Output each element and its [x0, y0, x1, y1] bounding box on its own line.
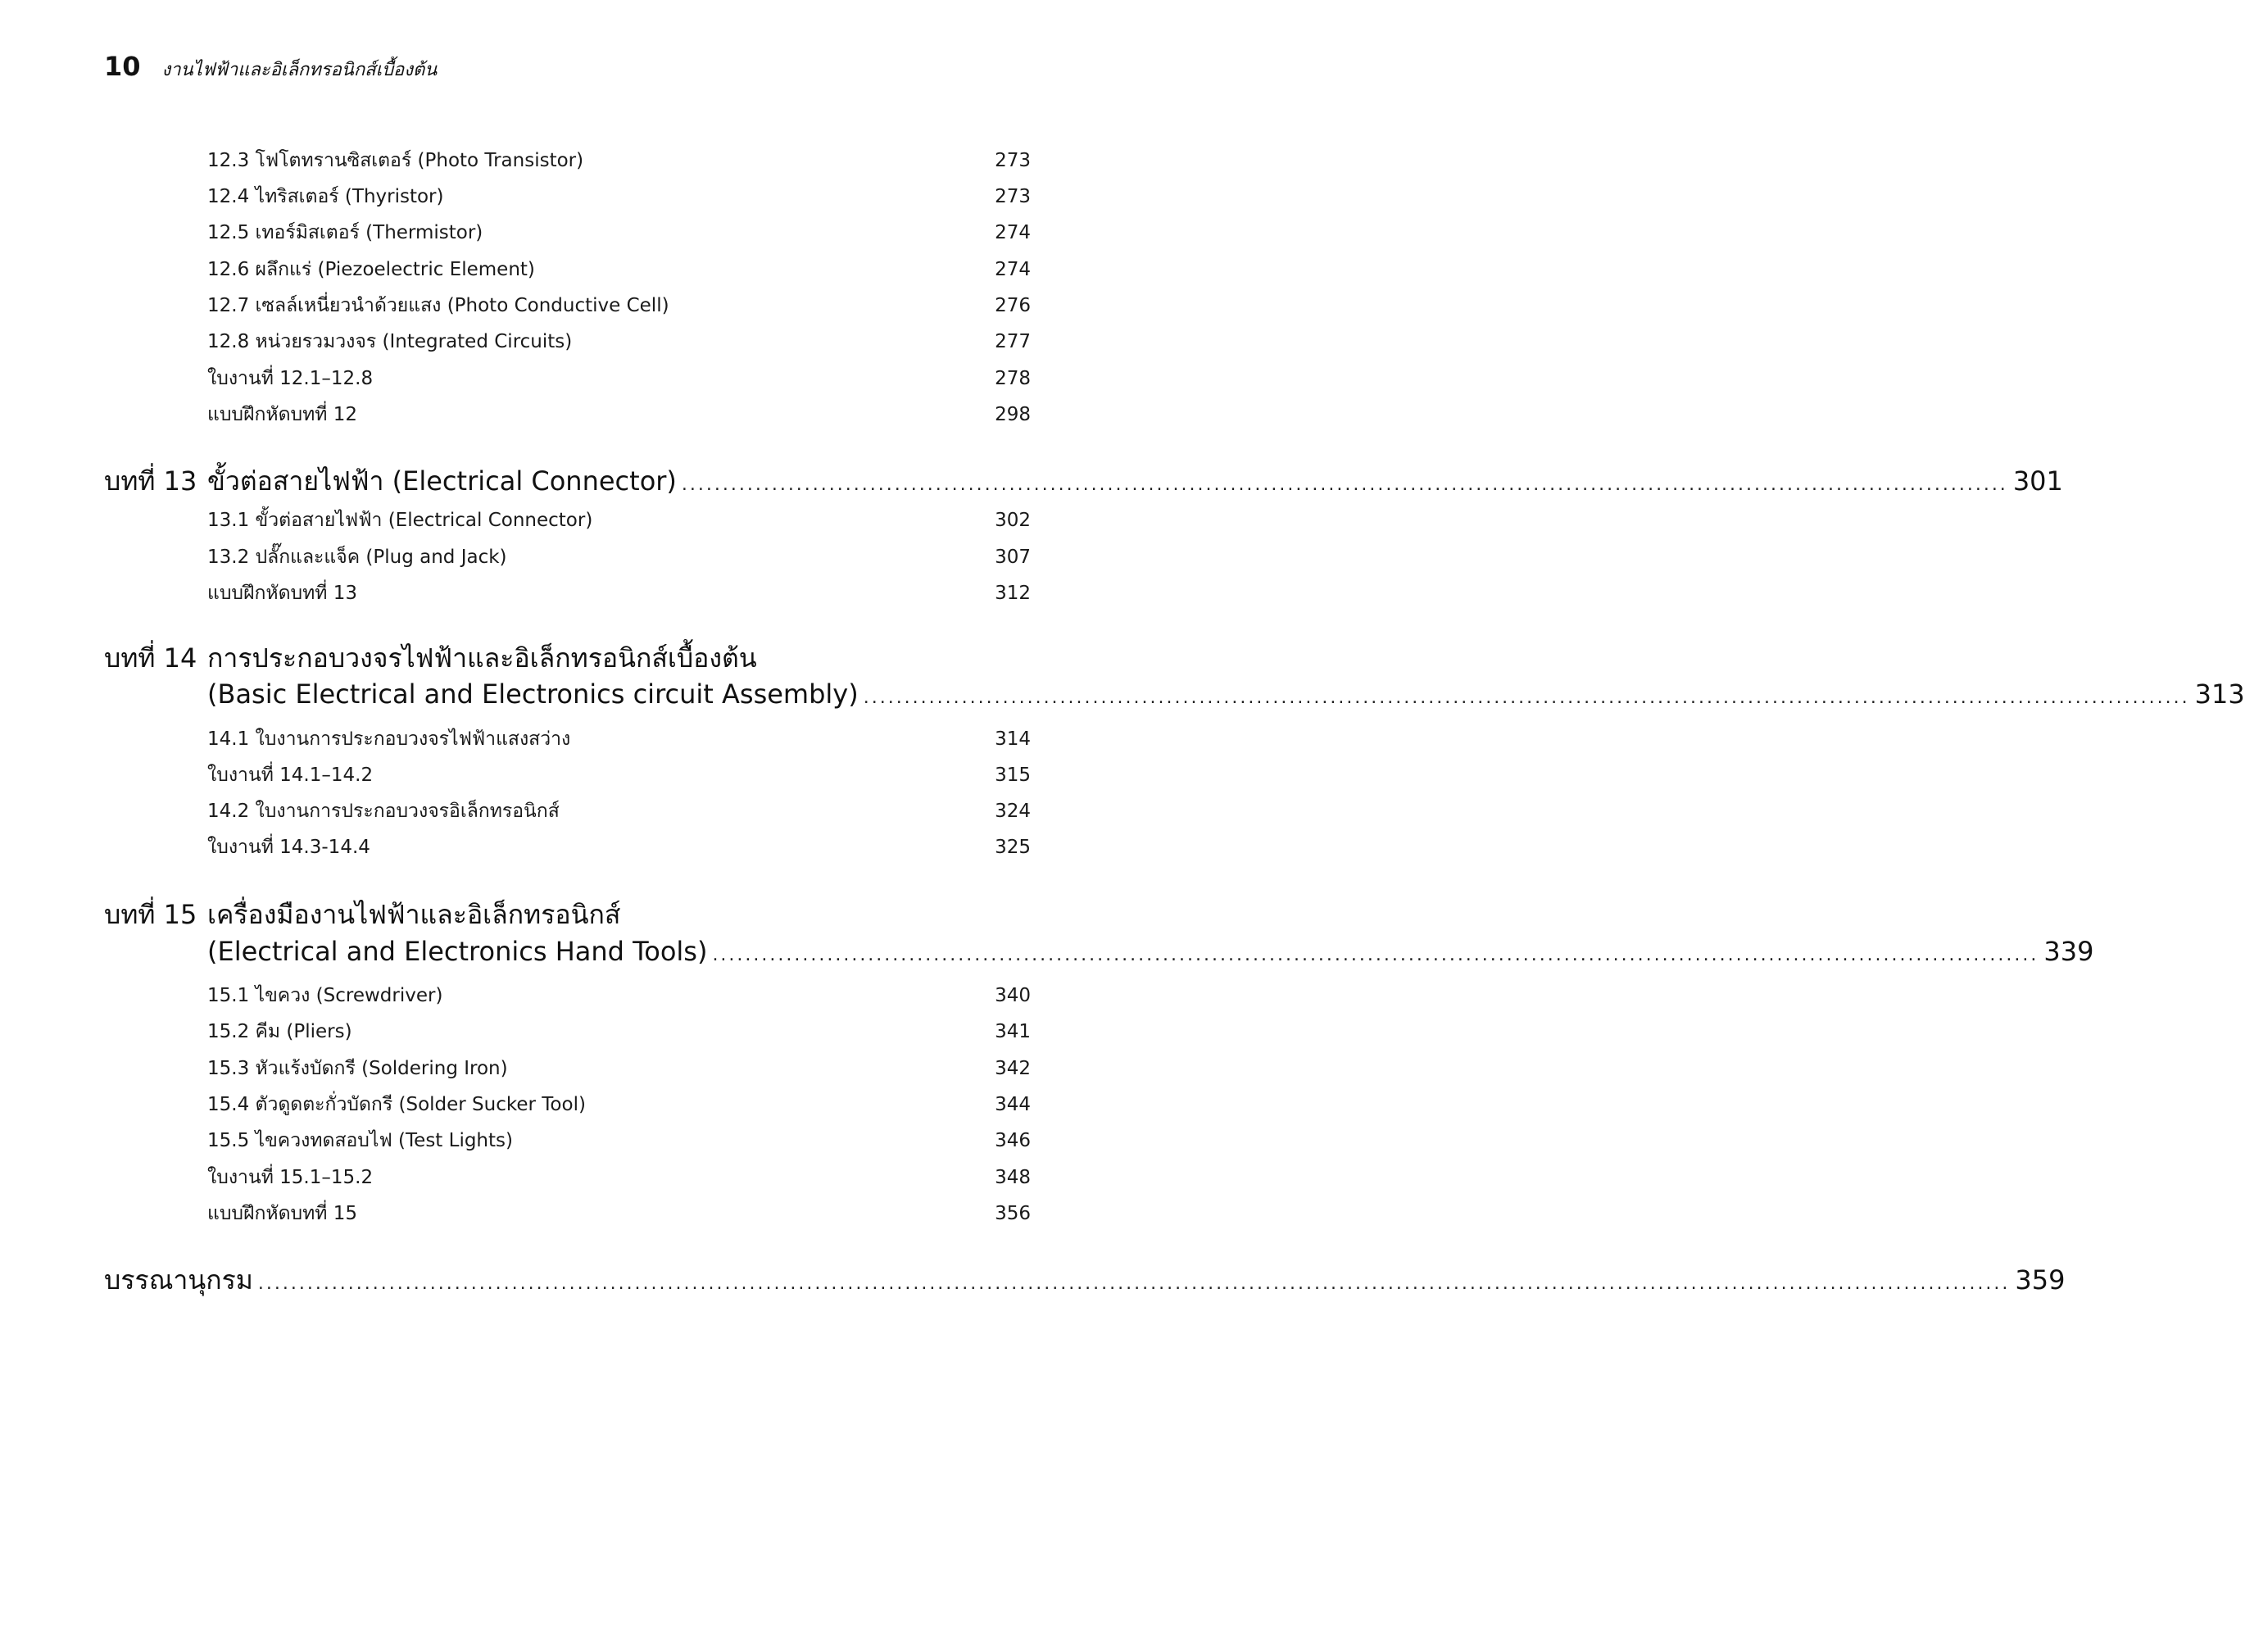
entry-title: 12.8 หน่วยรวมวงจร (Integrated Circuits): [207, 331, 573, 352]
toc-entry[interactable]: [207, 542, 1031, 572]
leader-dots: ......................................................................................................................................................................................................................: [257, 1273, 2011, 1294]
entry-page: 278: [995, 368, 1031, 389]
toc-entry[interactable]: [207, 981, 1031, 1010]
entry-page: 277: [995, 331, 1031, 352]
entry-title: 15.3 หัวแร้งบัดกรี (Soldering Iron): [207, 1058, 508, 1079]
entry-title: ใบงานที่ 15.1–15.2: [207, 1167, 374, 1188]
entry-page: 314: [995, 728, 1031, 750]
book-title: งานไฟฟ้าและอิเล็กทรอนิกส์เบื้องต้น: [161, 60, 438, 80]
entry-page: 302: [995, 510, 1031, 531]
toc-entry[interactable]: [207, 291, 1031, 320]
entry-page: 356: [995, 1203, 1031, 1224]
toc-entry[interactable]: [207, 1017, 1031, 1046]
toc-entry[interactable]: [207, 1090, 1031, 1119]
entry-title: 15.4 ตัวดูดตะกั่วบัดกรี (Solder Sucker Tool): [207, 1094, 586, 1115]
entry-title: 12.5 เทอร์มิสเตอร์ (Thermistor): [207, 222, 483, 243]
entry-page: 307: [995, 547, 1031, 568]
entry-title: แบบฝึกหัดบทที่ 12: [207, 404, 358, 425]
chapter-title: เครื่องมืองานไฟฟ้าและอิเล็กทรอนิกส์: [207, 899, 621, 930]
entry-title: แบบฝึกหัดบทที่ 15: [207, 1203, 358, 1224]
toc-entry[interactable]: [207, 506, 1031, 535]
toc-entry[interactable]: [207, 579, 1031, 608]
chapter-heading-14[interactable]: [104, 638, 1031, 679]
entry-title: 14.2 ใบงานการประกอบวงจรอิเล็กทรอนิกส์: [207, 801, 560, 822]
toc-entry[interactable]: [207, 1199, 1031, 1228]
toc-entry[interactable]: [207, 146, 1031, 175]
toc-entry[interactable]: [207, 724, 1031, 754]
entry-page: 325: [995, 837, 1031, 858]
entry-page: 276: [995, 295, 1031, 316]
entry-title: 13.1 ขั้วต่อสายไฟฟ้า (Electrical Connector): [207, 510, 593, 531]
entry-page: 348: [995, 1167, 1031, 1188]
toc-entry[interactable]: [207, 327, 1031, 356]
toc-entry[interactable]: [207, 796, 1031, 826]
chapter-number: บทที่ 13: [104, 465, 197, 497]
entry-title: 15.2 คีม (Pliers): [207, 1021, 352, 1042]
chapter-title-english: (Basic Electrical and Electronics circuit Assembly): [207, 678, 859, 710]
bibliography-heading[interactable]: [104, 1259, 2066, 1301]
entry-title: 12.3 โฟโตทรานซิสเตอร์ (Photo Transistor): [207, 150, 584, 171]
toc-entry[interactable]: [207, 833, 1031, 862]
entry-page: 315: [995, 765, 1031, 786]
chapter-title-english: (Electrical and Electronics Hand Tools): [207, 936, 708, 967]
toc-entry[interactable]: [207, 218, 1031, 247]
bibliography-title: บรรณานุกรม: [104, 1264, 253, 1296]
toc-entry[interactable]: [207, 255, 1031, 284]
chapter-page: 301: [2012, 465, 2063, 497]
entry-page: 312: [995, 583, 1031, 604]
entry-title: แบบฝึกหัดบทที่ 13: [207, 583, 358, 604]
chapter-number: บทที่ 15: [104, 899, 197, 930]
bibliography-page: 359: [2015, 1264, 2066, 1296]
entry-page: 342: [995, 1058, 1031, 1079]
leader-dots: ..................................................................................................................................................................: [863, 688, 2190, 708]
chapter-heading-13[interactable]: [104, 461, 2063, 502]
toc-entry[interactable]: [207, 400, 1031, 429]
entry-page: 340: [995, 985, 1031, 1006]
entry-page: 273: [995, 150, 1031, 171]
entry-page: 298: [995, 404, 1031, 425]
toc-entry[interactable]: [207, 1126, 1031, 1155]
page-number: 10: [104, 51, 141, 82]
chapter-title: การประกอบวงจรไฟฟ้าและอิเล็กทรอนิกส์เบื้องต้น: [207, 642, 757, 674]
toc-entry[interactable]: [207, 364, 1031, 393]
entry-page: 346: [995, 1130, 1031, 1151]
entry-title: 12.6 ผลึกแร่ (Piezoelectric Element): [207, 259, 535, 280]
entry-title: 12.7 เซลล์เหนี่ยวนำด้วยแสง (Photo Conductive Cell): [207, 295, 669, 316]
entry-page: 324: [995, 801, 1031, 822]
chapter-number: บทที่ 14: [104, 642, 197, 674]
leader-dots: ..................................................................................................................................................................: [681, 474, 2008, 495]
entry-page: 341: [995, 1021, 1031, 1042]
toc-entry[interactable]: [207, 182, 1031, 211]
chapter-page: 339: [2043, 936, 2094, 967]
chapter-heading-15[interactable]: [104, 894, 1031, 936]
running-head: [104, 51, 437, 84]
entry-page: 274: [995, 222, 1031, 243]
entry-page: 273: [995, 186, 1031, 207]
entry-page: 344: [995, 1094, 1031, 1115]
chapter-page: 313: [2194, 678, 2245, 710]
entry-title: ใบงานที่ 14.1–14.2: [207, 765, 374, 786]
chapter-heading-14-cont[interactable]: [207, 678, 2245, 710]
entry-title: 12.4 ไทริสเตอร์ (Thyristor): [207, 186, 444, 207]
entry-page: 274: [995, 259, 1031, 280]
leader-dots: ..................................................................................................................................................................: [712, 945, 2039, 965]
chapter-heading-15-cont[interactable]: [207, 936, 2094, 967]
toc-entry[interactable]: [207, 1054, 1031, 1083]
entry-title: ใบงานที่ 12.1–12.8: [207, 368, 374, 389]
entry-title: 13.2 ปลั๊กและแจ็ค (Plug and Jack): [207, 547, 507, 568]
chapter-title: ขั้วต่อสายไฟฟ้า (Electrical Connector): [207, 465, 677, 497]
entry-title: ใบงานที่ 14.3-14.4: [207, 837, 370, 858]
toc-entry[interactable]: [207, 760, 1031, 790]
entry-title: 15.5 ไขควงทดสอบไฟ (Test Lights): [207, 1130, 513, 1151]
entry-title: 15.1 ไขควง (Screwdriver): [207, 985, 443, 1006]
toc-entry[interactable]: [207, 1163, 1031, 1192]
entry-title: 14.1 ใบงานการประกอบวงจรไฟฟ้าแสงสว่าง: [207, 728, 571, 750]
